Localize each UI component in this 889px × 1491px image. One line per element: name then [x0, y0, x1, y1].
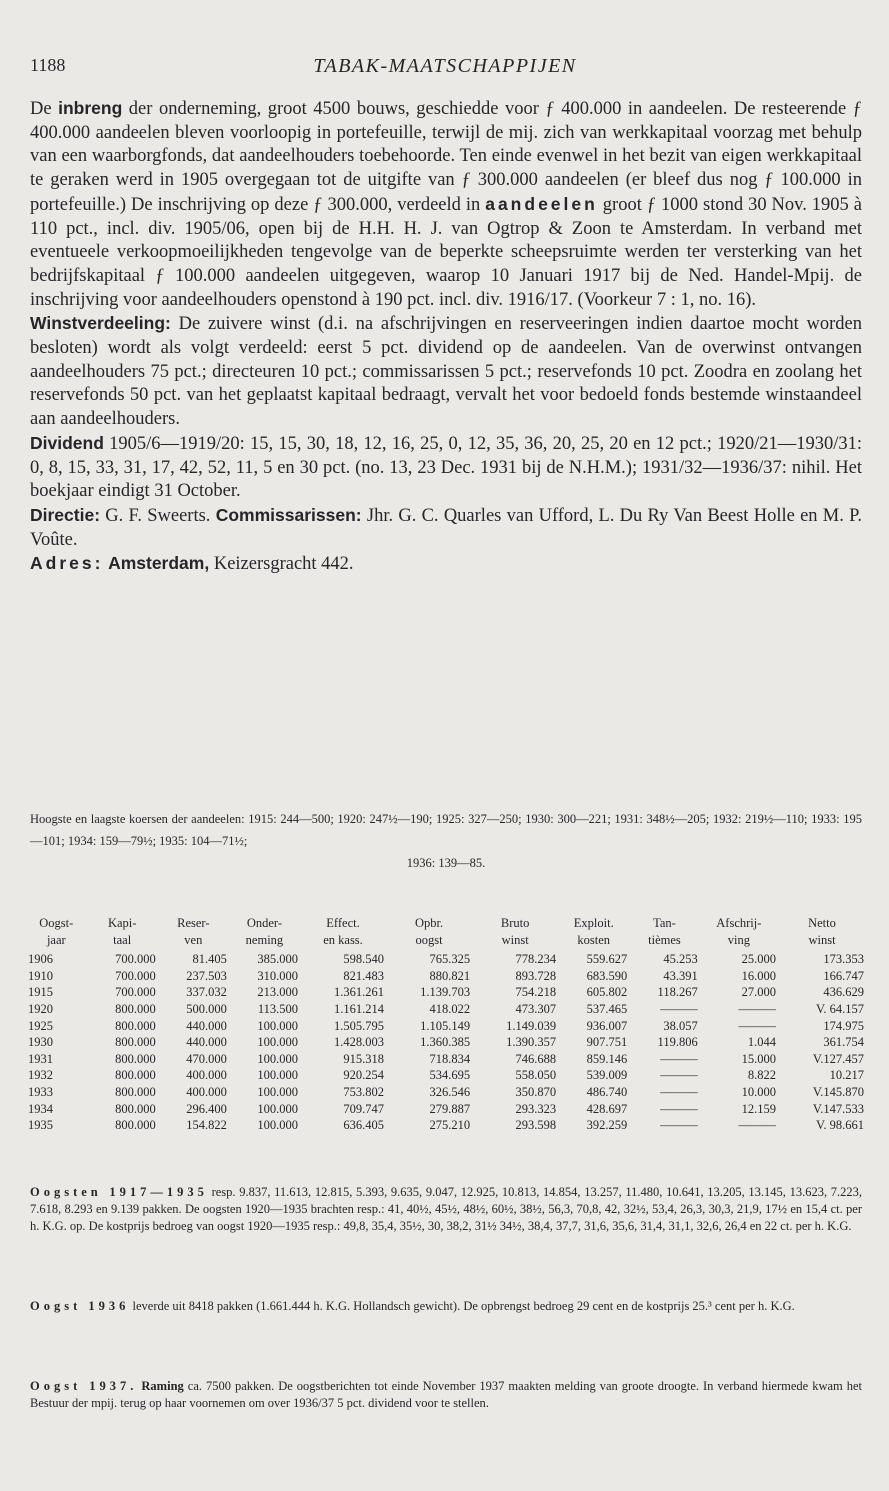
table-cell: 237.503	[186, 968, 227, 983]
winst-label: Winstverdeeling:	[30, 313, 171, 334]
main-text	[30, 97, 862, 577]
table-cell: 778.234	[515, 952, 557, 967]
table-cell: 45.253	[663, 952, 698, 967]
commissarissen-label: Commissarissen:	[215, 504, 362, 525]
oogst-1937-note	[30, 1378, 862, 1412]
column-header-line: jaar	[46, 932, 66, 947]
table-row	[26, 1018, 866, 1035]
table-cell: 920.254	[343, 1068, 385, 1083]
table-cell: 753.802	[343, 1084, 385, 1099]
table-cell: 1915	[28, 985, 53, 1000]
column-header-line: Exploit.	[573, 916, 614, 930]
table-cell: 1930	[28, 1035, 53, 1050]
table-cell: 534.695	[429, 1068, 471, 1083]
table-cell: 1.149.039	[506, 1018, 557, 1033]
column-header-line: Tan-	[653, 916, 676, 930]
table-cell: 765.325	[429, 952, 471, 967]
table-cell: 1935	[28, 1118, 53, 1133]
table-cell: 486.740	[586, 1084, 628, 1099]
running-title: TABAK-MAATSCHAPPIJEN	[313, 55, 577, 77]
table-cell: 880.821	[429, 968, 471, 983]
table-cell: 936.007	[586, 1018, 628, 1033]
column-header	[629, 915, 699, 948]
column-header-line: kosten	[577, 932, 611, 947]
inbreng-label: inbreng	[58, 98, 123, 118]
column-header	[26, 915, 87, 948]
column-header	[158, 915, 229, 948]
column-header	[778, 915, 866, 948]
winst-paragraph	[30, 312, 862, 432]
table-cell: ———	[660, 1051, 698, 1066]
koersen-block	[30, 808, 862, 874]
table-cell: 683.590	[586, 968, 628, 983]
table-cell: 166.747	[823, 968, 864, 983]
table-cell: 537.465	[586, 1001, 628, 1016]
column-header-line: winst	[501, 932, 529, 947]
table-cell: 700.000	[115, 985, 156, 1000]
table-cell: 700.000	[115, 968, 156, 983]
table-row	[26, 1101, 866, 1118]
table-cell: ———	[660, 1118, 698, 1133]
raming-label: Raming	[141, 1379, 184, 1393]
column-header-line: Opbr.	[415, 916, 444, 930]
table-cell: 1.360.385	[420, 1035, 471, 1050]
table-cell: 800.000	[115, 1018, 156, 1033]
oogsten-label: Oogsten 1917—1935	[30, 1185, 208, 1199]
table-cell: 700.000	[115, 952, 156, 967]
table-cell: 1.390.357	[506, 1035, 557, 1050]
dividend-paragraph	[30, 432, 862, 504]
table-header-row	[26, 915, 866, 948]
adres-text: Keizersgracht 442.	[209, 554, 354, 575]
table-cell: 154.822	[186, 1118, 227, 1133]
table-row	[26, 1067, 866, 1084]
table-cell: 293.323	[515, 1101, 557, 1116]
table-cell: 10.000	[741, 1084, 776, 1099]
column-header-line: Bruto	[500, 916, 530, 930]
directie-label: Directie:	[30, 504, 101, 525]
table-cell: 1.044	[747, 1035, 776, 1050]
table-cell: 392.259	[586, 1118, 628, 1133]
table-cell: 400.000	[186, 1068, 227, 1083]
column-header	[472, 915, 558, 948]
table-cell: 385.000	[257, 952, 298, 967]
table-cell: 605.802	[586, 985, 628, 1000]
table-cell: 275.210	[429, 1118, 471, 1133]
table-row	[26, 1001, 866, 1018]
table-cell: ———	[738, 1118, 776, 1133]
table-cell: 598.540	[343, 952, 385, 967]
koersen-text: Hoogste en laagste koersen der aandeelen: 1915: 244—500; 1920: 247½—190; 1925: 327—250; 1930: 300—221; 1931: 348½—205; 1932: 219½—110; 1933: 195—101; 1934: 159—79½; 1935: 104—71½;	[30, 812, 862, 848]
table-cell: 43.391	[663, 968, 698, 983]
table-cell: 470.000	[186, 1051, 227, 1066]
table-cell: 1.361.261	[334, 985, 385, 1000]
oogst-1936-text: leverde uit 8418 pakken (1.661.444 h. K.G. Hollandsch gewicht). De opbrengst bedroeg 29 cent en de kostprijs 25.³ cent per h. K.G.	[129, 1299, 795, 1313]
table-cell: 100.000	[257, 1101, 298, 1116]
table-cell: 100.000	[257, 1084, 298, 1099]
table-cell: V.127.457	[812, 1051, 864, 1066]
table-cell: 746.688	[515, 1051, 557, 1066]
table-cell: 119.806	[657, 1035, 698, 1050]
table-cell: 1931	[28, 1051, 53, 1066]
table-cell: 1.161.214	[334, 1001, 385, 1016]
table-cell: 821.483	[343, 968, 385, 983]
table-cell: ———	[660, 1001, 698, 1016]
table-cell: 754.218	[515, 985, 557, 1000]
table-cell: 279.887	[429, 1101, 471, 1116]
table-row	[26, 968, 866, 985]
table-cell: 1934	[28, 1101, 53, 1116]
column-header	[558, 915, 629, 948]
table-cell: 27.000	[741, 985, 776, 1000]
column-header-line: en kass.	[323, 932, 363, 947]
table-cell: 1920	[28, 1001, 53, 1016]
results-table-head	[26, 915, 866, 948]
table-cell: 100.000	[257, 1068, 298, 1083]
table-cell: V. 64.157	[815, 1001, 864, 1016]
table-cell: 113.500	[257, 1001, 298, 1016]
column-header-line: Kapi-	[107, 916, 137, 930]
table-cell: 636.405	[343, 1118, 385, 1133]
table-cell: ———	[738, 1018, 776, 1033]
table-cell: 709.747	[343, 1101, 385, 1116]
table-cell: 81.405	[192, 952, 227, 967]
directie-paragraph	[30, 504, 862, 552]
inbreng-lead: De	[30, 99, 59, 119]
table-cell: 350.870	[515, 1084, 557, 1099]
results-table	[26, 915, 866, 1134]
directie-text: G. F. Sweerts.	[100, 505, 216, 526]
table-cell: 1.139.703	[420, 985, 471, 1000]
oogsten-text: resp. 9.837, 11.613, 12.815, 5.393, 9.635, 9.047, 12.925, 10.813, 14.854, 13.257, 11.480, 10.641, 13.205, 13.145, 13.623, 7.223, 7.618, 8.293 en 9.139 pakken. De oogsten 1920—1935 brachten resp.: 41, 40½, 45½, 48½, 60½, 38½, 56,3, 70,8, 42, 32½, 53,4, 26,3, 30,3, 21,9, 17½ en 15,4 ct. per h. K.G. op. De kostprijs bedroeg van oogst 1920—1935 resp.: 49,8, 35,4, 35½, 30, 38,2, 31½ 34½, 38,4, 37,7, 31,6, 35,6, 31,4, 31,1, 32,6, 26,4 en 22 ct. per h. K.G.	[30, 1185, 862, 1233]
column-header-line: Reser-	[177, 916, 210, 930]
adres-label: Adres:	[30, 553, 104, 574]
column-header-line: taal	[113, 932, 132, 947]
table-cell: 800.000	[115, 1068, 156, 1083]
table-cell: 800.000	[115, 1118, 156, 1133]
table-cell: 559.627	[586, 952, 628, 967]
table-cell: 10.217	[829, 1068, 864, 1083]
table-cell: 100.000	[257, 1018, 298, 1033]
table-cell: 400.000	[186, 1084, 227, 1099]
table-cell: 1933	[28, 1084, 53, 1099]
table-cell: 1.505.795	[334, 1018, 385, 1033]
table-cell: 173.353	[823, 952, 864, 967]
oogst-1937-text: ca. 7500 pakken. De oogstberichten tot einde November 1937 maakten melding van groote droogte. In verband hiermede kwam het Bestuur der mpij. terug op haar voornemen om over 1936/37 5 pct. dividend voor te stellen.	[30, 1379, 863, 1410]
table-cell: 718.834	[429, 1051, 471, 1066]
table-cell: 859.146	[586, 1051, 628, 1066]
table-cell: 326.546	[429, 1084, 471, 1099]
column-header	[300, 915, 386, 948]
table-cell: 15.000	[741, 1051, 776, 1066]
table-cell: 25.000	[741, 952, 776, 967]
table-cell: 1910	[28, 968, 53, 983]
inbreng-paragraph	[30, 97, 862, 312]
inbreng-text-1: der onderneming, groot 4500 bouws, geschiedde voor ƒ 400.000 in aandeelen. De resteerende ƒ 400.000 aandeelen bleven voorloopig in portefeuille, terwijl de mij. zich van werkkapitaal voorzag met behulp van een waarborgfonds, dat aandeelhouders toebehoorde. Ten einde evenwel in het bezit van eigen werkkapitaal te geraken werd in 1905 overgegaan tot de uitgifte van ƒ 300.000 aandeelen (er bleef dus nog ƒ 100.000 in portefeuille.) De inschrijving op deze ƒ 300.000, verdeeld in	[30, 99, 862, 215]
table-cell: 428.697	[586, 1101, 628, 1116]
page-header	[30, 55, 860, 89]
adres-city: Amsterdam,	[108, 553, 210, 574]
table-cell: 800.000	[115, 1051, 156, 1066]
winst-text: De zuivere winst (d.i. na afschrijvingen en reserveeringen indien daartoe mocht worden besloten) wordt als volgt verdeeld: eerst 5 pct. dividend op de aandeelen. Van de overwinst ontvangen aandeelhouders 75 pct.; directeuren 10 pct.; commissarissen 5 pct.; reservefonds 10 pct. Zoodra en zoolang het reservefonds 50 pct. van het geplaatst kapitaal bedraagt, vervalt het voor bedoeld fonds bestemde winstaandeel aan aandeelhouders.	[30, 314, 862, 430]
inbreng-text-2: groot ƒ 1000 stond 30 Nov. 1905 à 110 pct., incl. div. 1905/06, open bij de H.H. H. J. van Ogtrop & Zoon te Amsterdam. In verband met eventueele verkoopmoeilijkheden tengevolge van de beperkte scheepsruimte werden ter versterking van het bedrijfskapitaal ƒ 100.000 aandeelen uitgegeven, waarop 10 Januari 1917 bij de Ned. Handel-Mpij. de inschrijving voor aandeelhouders openstond à 190 pct. incl. div. 1916/17. (Voorkeur 7 : 1, no. 16).	[30, 194, 862, 310]
page-number: 1188	[30, 55, 66, 75]
column-header-line: oogst	[415, 932, 443, 947]
table-cell: 213.000	[257, 985, 298, 1000]
column-header-line: winst	[808, 932, 836, 947]
table-cell: ———	[660, 1101, 698, 1116]
table-cell: 440.000	[186, 1018, 227, 1033]
table-cell: 100.000	[257, 1051, 298, 1066]
table-row	[26, 1117, 866, 1134]
dividend-label: Dividend	[30, 432, 104, 453]
table-cell: 915.318	[343, 1051, 385, 1066]
table-cell: 800.000	[115, 1101, 156, 1116]
table-cell: 1925	[28, 1018, 53, 1033]
table-cell: 100.000	[257, 1118, 298, 1133]
table-cell: 500.000	[186, 1001, 227, 1016]
column-header	[700, 915, 778, 948]
table-cell: 1932	[28, 1068, 53, 1083]
table-cell: 310.000	[257, 968, 298, 983]
table-cell: 473.307	[515, 1001, 557, 1016]
aandeelen-emphasis: aandeelen	[485, 193, 598, 214]
column-header-line: Onder-	[246, 916, 282, 930]
table-cell: 1.428.003	[334, 1035, 385, 1050]
table-cell: V.147.533	[812, 1101, 864, 1116]
table-cell: 337.032	[186, 985, 227, 1000]
column-header-line: Effect.	[326, 916, 360, 930]
table-cell: V. 98.661	[815, 1118, 864, 1133]
oogst-1936-label: Oogst 1936	[30, 1299, 130, 1313]
table-cell: 1.105.149	[420, 1018, 471, 1033]
table-cell: 118.267	[657, 985, 698, 1000]
results-table-body	[26, 948, 866, 1134]
column-header-line: Netto	[808, 916, 836, 930]
column-header-line: ving	[727, 932, 750, 947]
table-row	[26, 1034, 866, 1051]
table-row	[26, 1051, 866, 1068]
oogsten-note	[30, 1184, 862, 1234]
table-cell: 8.822	[747, 1068, 776, 1083]
table-cell: 907.751	[586, 1035, 628, 1050]
oogst-1936-note	[30, 1298, 862, 1315]
column-header	[87, 915, 158, 948]
table-row	[26, 984, 866, 1001]
column-header	[386, 915, 472, 948]
table-cell: 800.000	[115, 1001, 156, 1016]
table-cell: 174.975	[823, 1018, 864, 1033]
table-cell: 12.159	[741, 1101, 776, 1116]
table-cell: 418.022	[429, 1001, 471, 1016]
table-cell: V.145.870	[812, 1084, 864, 1099]
commissarissen-text: Jhr. G. C. Quarles van Ufford, L. Du Ry Van Beest Holle en M. P. Voûte.	[30, 505, 862, 550]
table-cell: 539.009	[586, 1068, 628, 1083]
table-cell: 38.057	[663, 1018, 698, 1033]
table-cell: 293.598	[515, 1118, 557, 1133]
table-cell: ———	[660, 1068, 698, 1083]
table-cell: 100.000	[257, 1035, 298, 1050]
table-cell: 800.000	[115, 1035, 156, 1050]
table-cell: 1906	[28, 952, 53, 967]
table-cell: 893.728	[515, 968, 557, 983]
table-cell: 800.000	[115, 1084, 156, 1099]
column-header-line: Oogst-	[39, 916, 74, 930]
column-header-line: Afschrij-	[716, 916, 762, 930]
table-cell: ———	[660, 1084, 698, 1099]
table-cell: 16.000	[741, 968, 776, 983]
table-row	[26, 1084, 866, 1101]
table-cell: 436.629	[823, 985, 864, 1000]
table-cell: 558.050	[515, 1068, 557, 1083]
dividend-text: 1905/6—1919/20: 15, 15, 30, 18, 12, 16, 25, 0, 12, 35, 36, 20, 25, 20 en 12 pct.; 1920/21—1930/31: 0, 8, 15, 33, 31, 17, 42, 52, 11, 5 en 30 pct. (no. 13, 23 Dec. 1931 bij de N.H.M.); 1931/32—1936/37: nihil. Het boekjaar eindigt 31 October.	[30, 433, 862, 502]
adres-paragraph	[30, 552, 862, 577]
table-cell: 296.400	[186, 1101, 227, 1116]
oogst-1937-label: Oogst 1937.	[30, 1379, 138, 1393]
column-header-line: neming	[245, 932, 284, 947]
column-header	[229, 915, 300, 948]
table-cell: ———	[738, 1001, 776, 1016]
table-cell: 361.754	[823, 1035, 864, 1050]
koersen-last: 1936: 139—85.	[406, 856, 486, 870]
column-header-line: tièmes	[648, 932, 681, 947]
column-header-line: ven	[184, 932, 203, 947]
table-cell: 440.000	[186, 1035, 227, 1050]
table-row	[26, 948, 866, 968]
